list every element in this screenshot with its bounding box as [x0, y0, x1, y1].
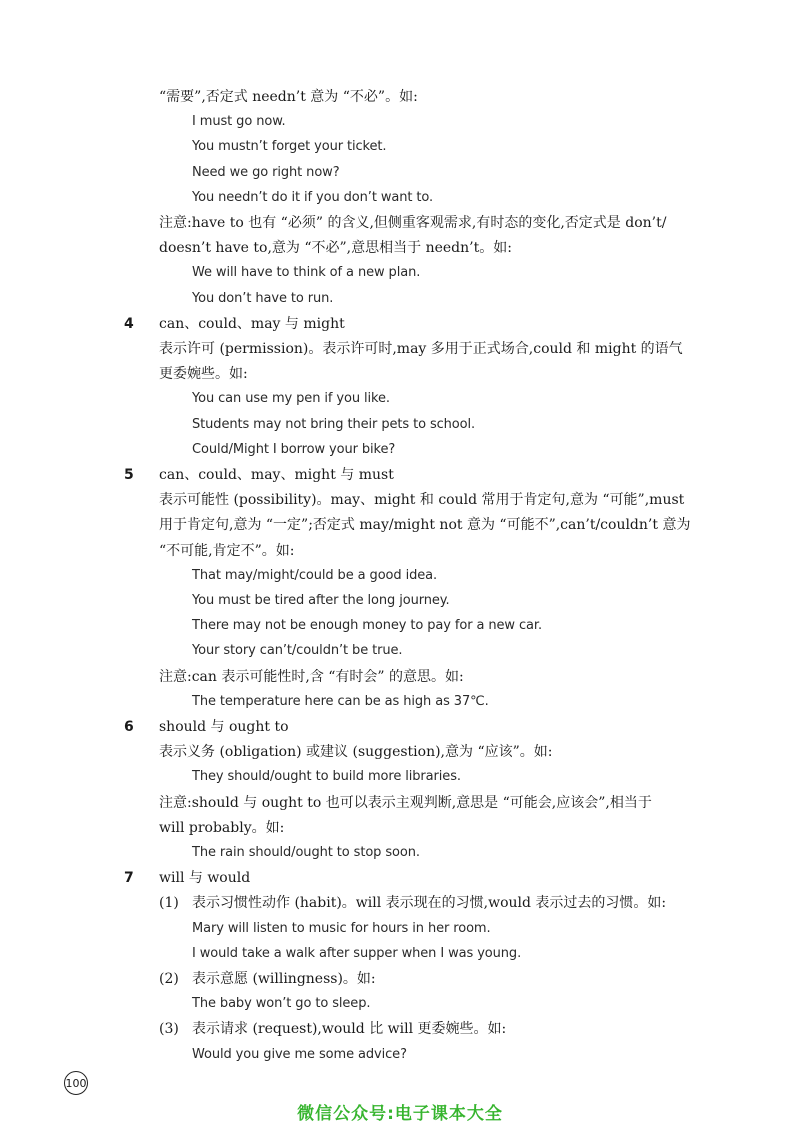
watermark-footer: 微信公众号:电子课本大全 — [297, 1104, 503, 1124]
body-text-line: 表示义务 (obligation) 或建议 (suggestion),意为 “应该”。如: — [159, 744, 553, 760]
example-sentence: Your story can’t/couldn’t be true. — [192, 643, 403, 658]
example-sentence: The rain should/ought to stop soon. — [192, 845, 420, 860]
example-sentence: I would take a walk after supper when I was young. — [192, 946, 522, 961]
sub-item-text: 表示意愿 (willingness)。如: — [192, 971, 376, 987]
example-sentence: That may/might/could be a good idea. — [192, 568, 438, 583]
section-heading: can、could、may、might 与 must — [159, 467, 394, 483]
example-sentence: You mustn’t forget your ticket. — [192, 139, 387, 154]
sub-item-text: 表示习惯性动作 (habit)。will 表示现在的习惯,would 表示过去的习惯。如: — [192, 895, 667, 911]
sub-item-text: 表示请求 (request),would 比 will 更委婉些。如: — [192, 1021, 507, 1037]
body-text-line: 注意:should 与 ought to 也可以表示主观判断,意思是 “可能会,应该会”,相当于 — [159, 795, 652, 811]
example-sentence: Students may not bring their pets to school. — [192, 417, 476, 432]
item-number: (2) — [159, 971, 179, 987]
page-number: 100 — [64, 1071, 88, 1095]
item-number: (1) — [159, 895, 179, 911]
body-text-line: doesn’t have to,意为 “不必”,意思相当于 needn’t。如: — [159, 240, 512, 256]
example-sentence: Would you give me some advice? — [192, 1047, 407, 1062]
example-sentence: There may not be enough money to pay for a new car. — [192, 618, 542, 633]
section-number: 7 — [124, 870, 134, 886]
section-number: 5 — [124, 467, 134, 483]
body-text-line: “不可能,肯定不”。如: — [159, 543, 295, 559]
example-sentence: Mary will listen to music for hours in her room. — [192, 921, 491, 936]
example-sentence: I must go now. — [192, 114, 286, 129]
example-sentence: You don’t have to run. — [192, 291, 334, 306]
example-sentence: You must be tired after the long journey. — [192, 593, 450, 608]
body-text-line: 更委婉些。如: — [159, 366, 248, 382]
section-number: 4 — [124, 316, 134, 332]
example-sentence: Need we go right now? — [192, 165, 340, 180]
section-heading: should 与 ought to — [159, 719, 289, 735]
example-sentence: You needn’t do it if you don’t want to. — [192, 190, 434, 205]
body-text-line: 表示许可 (permission)。表示许可时,may 多用于正式场合,could 和 might 的语气 — [159, 341, 683, 357]
body-text-line: 用于肯定句,意为 “一定”;否定式 may/might not 意为 “可能不”,can’t/couldn’t 意为 — [159, 517, 691, 533]
example-sentence: They should/ought to build more libraries. — [192, 769, 461, 784]
example-sentence: The baby won’t go to sleep. — [192, 996, 371, 1011]
example-sentence: You can use my pen if you like. — [192, 391, 390, 406]
body-text-line: will probably。如: — [159, 820, 285, 836]
body-text-line: 注意:can 表示可能性时,含 “有时会” 的意思。如: — [159, 669, 464, 685]
example-sentence: We will have to think of a new plan. — [192, 265, 421, 280]
body-text-line: 表示可能性 (possibility)。may、might 和 could 常用于肯定句,意为 “可能”,must — [159, 492, 685, 508]
section-number: 6 — [124, 719, 134, 735]
example-sentence: Could/Might I borrow your bike? — [192, 442, 396, 457]
example-sentence: The temperature here can be as high as 37℃. — [192, 694, 489, 709]
section-heading: will 与 would — [159, 870, 251, 886]
item-number: (3) — [159, 1021, 179, 1037]
body-text-line: 注意:have to 也有 “必须” 的含义,但侧重客观需求,有时态的变化,否定式是 don’t/ — [159, 215, 667, 231]
body-text-line: “需要”,否定式 needn’t 意为 “不必”。如: — [159, 89, 418, 105]
section-heading: can、could、may 与 might — [159, 316, 345, 332]
